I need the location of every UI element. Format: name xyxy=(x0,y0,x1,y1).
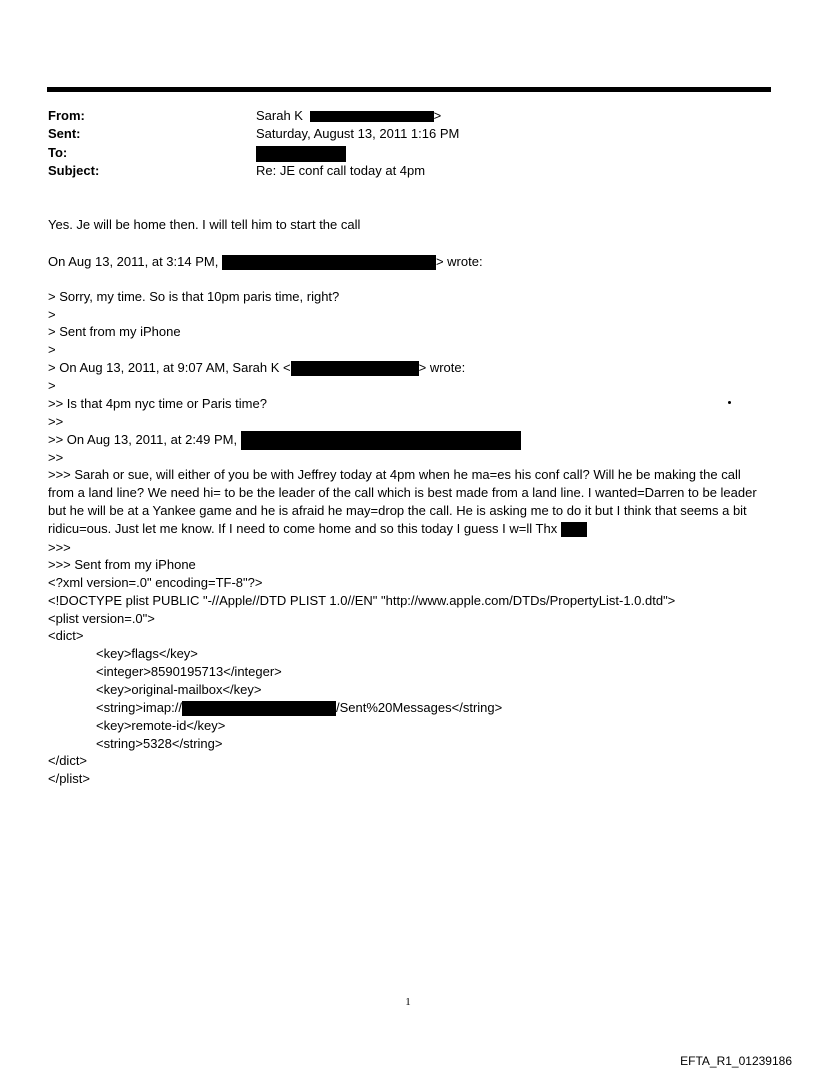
quote-line: > Sorry, my time. So is that 10pm paris time, right? xyxy=(48,289,340,304)
xml-line: <integer>8590195713</integer> xyxy=(96,664,282,679)
to-label: To: xyxy=(48,145,68,160)
xml-line: </plist> xyxy=(48,771,90,786)
quote-header-2: > On Aug 13, 2011, at 9:07 AM, Sarah K < > wrote: xyxy=(48,360,466,375)
quote-line: > xyxy=(48,342,56,357)
quote-line: >> xyxy=(48,414,64,429)
redaction-box xyxy=(256,146,346,162)
quote-line: > xyxy=(48,307,56,322)
xml-line: <string>imap:// /Sent%20Messages</string> xyxy=(96,700,503,715)
from-value: Sarah K > xyxy=(256,108,442,123)
stray-dot xyxy=(728,401,731,404)
header-rule xyxy=(47,87,771,92)
quote-line: >>> Sent from my iPhone xyxy=(48,557,196,572)
quote-line: > xyxy=(48,378,56,393)
redaction-box xyxy=(310,111,434,122)
from-label: From: xyxy=(48,108,85,123)
xml-line: <?xml version=.0" encoding=TF-8"?> xyxy=(48,575,263,590)
quote-line: >>> xyxy=(48,540,71,555)
redaction-box xyxy=(561,522,587,537)
quote-header-3: >> On Aug 13, 2011, at 2:49 PM, xyxy=(48,431,521,450)
subject-value: Re: JE conf call today at 4pm xyxy=(256,163,426,178)
redaction-box xyxy=(241,431,521,450)
redaction-box xyxy=(291,361,419,376)
reply-text: Yes. Je will be home then. I will tell him to start the call xyxy=(48,217,361,232)
quote-header-1: On Aug 13, 2011, at 3:14 PM, > wrote: xyxy=(48,254,483,269)
sent-value: Saturday, August 13, 2011 1:16 PM xyxy=(256,126,460,141)
xml-line: <!DOCTYPE plist PUBLIC "-//Apple//DTD PLIST 1.0//EN" "http://www.apple.com/DTDs/PropertyList-1.0.dtd"> xyxy=(48,593,676,608)
subject-label: Subject: xyxy=(48,163,100,178)
quote-line: >> Is that 4pm nyc time or Paris time? xyxy=(48,396,267,411)
quoted-paragraph: >>> Sarah or sue, will either of you be with Jeffrey today at 4pm when he ma=es his conf call? Will he be making the call from a land line? We need hi= to be the leader of the call which is best made from a land line. I wanted=Darren to be leader but he will be at a Yankee game and he is afraid he may=drop the call. He is asking me to do it but I think that seems a bit ridicu=ous. Just let me know. If I need to come home and so this today I guess I w=ll Thx xyxy=(48,467,757,536)
quote-line: >> xyxy=(48,450,64,465)
page-number: 1 xyxy=(405,996,411,1008)
xml-line: <key>remote-id</key> xyxy=(96,718,226,733)
quote-line: > Sent from my iPhone xyxy=(48,324,181,339)
xml-line: <string>5328</string> xyxy=(96,736,223,751)
xml-line: </dict> xyxy=(48,753,88,768)
xml-line: <dict> xyxy=(48,628,84,643)
xml-line: <key>original-mailbox</key> xyxy=(96,682,262,697)
xml-line: <key>flags</key> xyxy=(96,646,198,661)
redaction-box xyxy=(182,701,336,716)
xml-line: <plist version=.0"> xyxy=(48,611,155,626)
redaction-box xyxy=(222,255,436,270)
document-id: EFTA_R1_01239186 xyxy=(680,1054,792,1068)
sent-label: Sent: xyxy=(48,126,81,141)
